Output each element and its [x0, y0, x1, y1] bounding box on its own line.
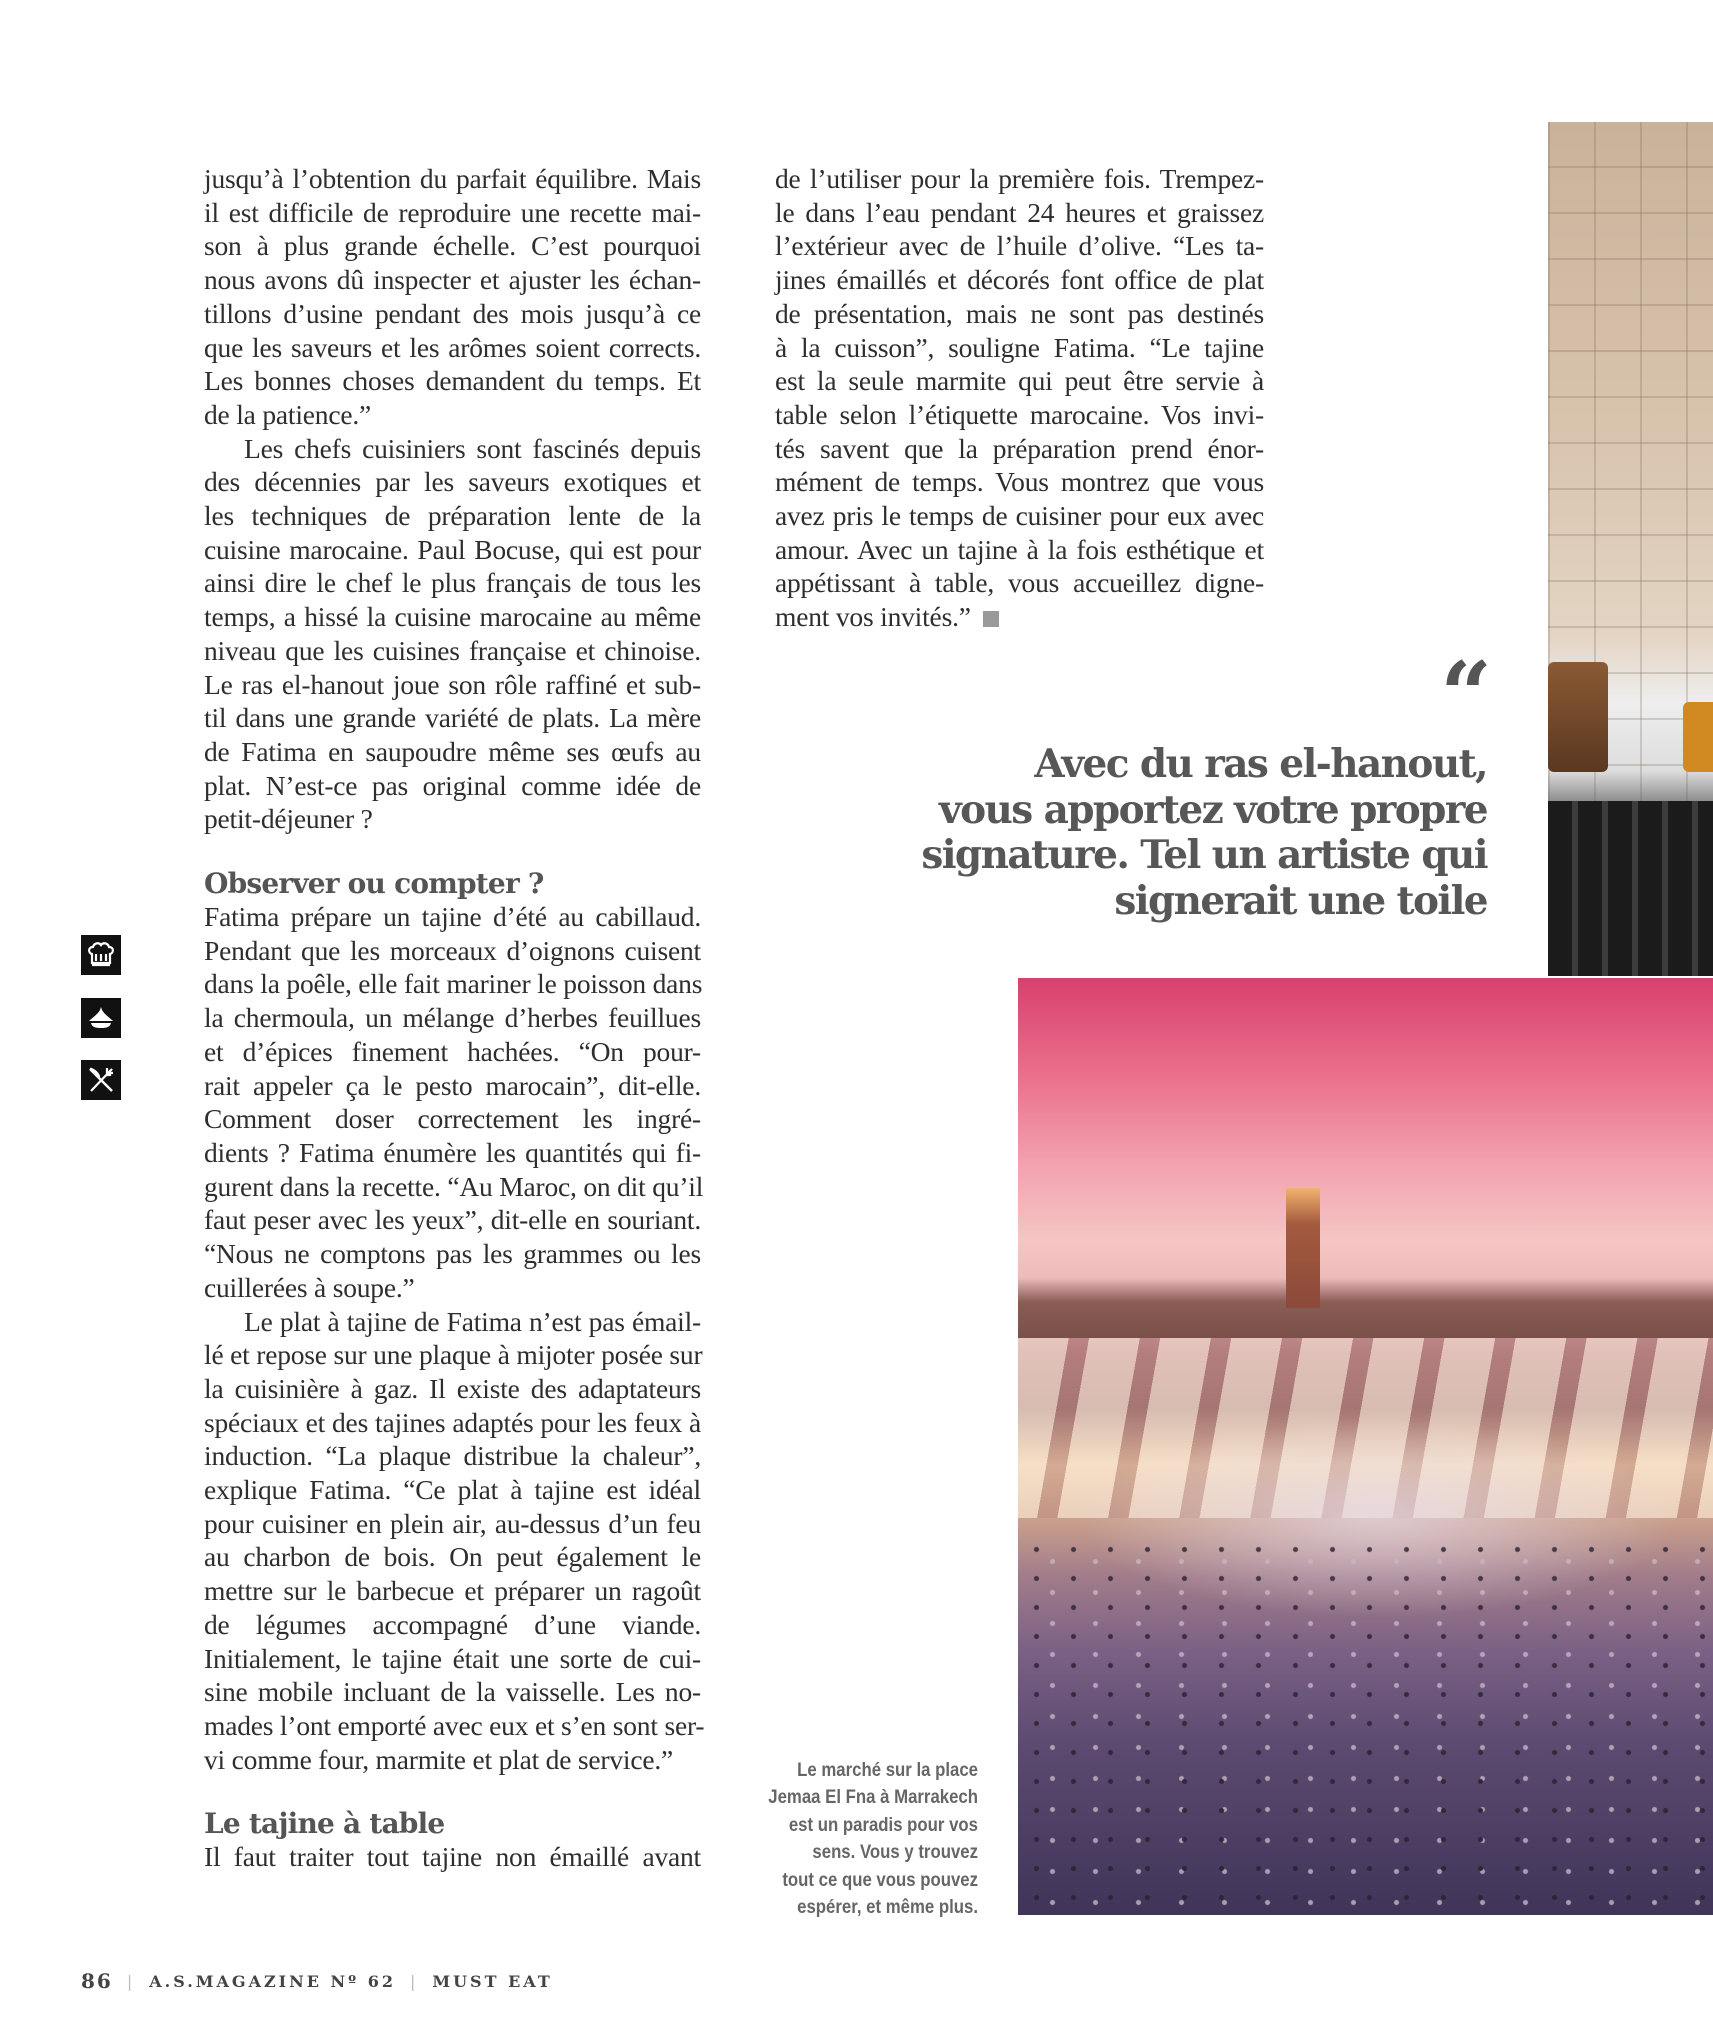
text-line: le dans l’eau pendant 24 heures et graissez [775, 196, 1264, 228]
divider: | [410, 1971, 419, 1991]
text-line: au charbon de bois. On peut également le [204, 1541, 701, 1573]
caption-line: espérer, et même plus. [797, 1896, 978, 1919]
article-column-right [775, 162, 1264, 634]
text-line: à la cuisson”, souligne Fatima. “Le tajine [775, 331, 1264, 363]
text-line: pour cuisiner en plein air, au-dessus d’un feu [204, 1507, 701, 1539]
text-line: la chermoula, un mélange d’herbes feuillues [204, 1002, 701, 1034]
text-line: Le plat à tajine de Fatima n’est pas émail- [244, 1305, 701, 1337]
section-name: MUST EAT [432, 1971, 553, 1991]
text-line: la cuisinière à gaz. Il existe des adaptateurs [204, 1372, 701, 1404]
text-line: et d’épices finement hachées. “On pour- [204, 1035, 701, 1067]
paragraph [775, 162, 1264, 634]
caption-line: Le marché sur la place [797, 1759, 978, 1781]
text-line: des décennies par les saveurs exotiques et [204, 466, 701, 498]
text-line: gurent dans la recette. “Au Maroc, on dit qu’il [204, 1170, 704, 1202]
text-line: vi comme four, marmite et plat de service.” [204, 1743, 674, 1775]
paragraph [204, 162, 701, 432]
spice-jar [1683, 702, 1713, 772]
article-column-left [204, 162, 705, 1874]
pull-quote-line: Avec du ras el-hanout, [1034, 741, 1487, 787]
text-line: “Nous ne comptons pas les grammes ou les [204, 1238, 701, 1270]
text-line: appétissant à table, vous accueillez digne- [775, 567, 1264, 599]
text-line: tés savent que la préparation prend énor- [775, 432, 1264, 464]
text-line: induction. “La plaque distribue la chaleur”, [204, 1440, 701, 1472]
text-line: dans la poêle, elle fait mariner le poisson dans [204, 968, 703, 1000]
text-line: table selon l’étiquette marocaine. Vos invi- [775, 398, 1264, 430]
text-line: Fatima prépare un tajine d’été au cabillaud. [204, 901, 701, 933]
paragraph [204, 432, 701, 836]
photo-caption [754, 1757, 978, 1921]
pull-quote-line: vous apportez votre propre [939, 786, 1487, 833]
text-line: Il faut traiter tout tajine non émaillé avant [204, 1841, 701, 1873]
text-line: de présentation, mais ne sont pas destinés [775, 297, 1264, 329]
text-line: son à plus grande échelle. C’est pourquoi [204, 230, 701, 262]
paragraph [204, 1305, 705, 1777]
page-number: 86 [81, 1969, 113, 1993]
text-line: ainsi dire le chef le plus français de tous les [204, 567, 701, 599]
text-line: Les chefs cuisiniers sont fascinés depuis [244, 432, 701, 464]
pull-quote [847, 742, 1487, 924]
text-line: de légumes accompagné d’une viande. [204, 1608, 701, 1640]
text-line: sine mobile incluant de la vaisselle. Les no- [204, 1676, 701, 1708]
text-line: de l’utiliser pour la première fois. Trempez- [775, 163, 1264, 194]
text-line: temps, a hissé la cuisine marocaine au même [204, 601, 701, 633]
utensil-pot [1548, 662, 1608, 772]
kitchen-photo [1548, 122, 1713, 976]
paragraph [204, 1840, 701, 1874]
text-line: est la seule marmite qui peut être servie à [775, 365, 1264, 397]
text-line: l’extérieur avec de l’huile d’olive. “Les ta- [775, 230, 1264, 262]
section-heading: Le tajine à table [204, 1807, 445, 1841]
text-line: nous avons dû inspecter et ajuster les échan- [204, 264, 701, 296]
text-line: petit-déjeuner ? [204, 803, 373, 835]
gas-stove [1548, 801, 1713, 976]
text-line: mades l’ont emporté avec eux et s’en sont ser- [204, 1709, 705, 1741]
text-line: jusqu’à l’obtention du parfait équilibre. Mais [204, 163, 701, 194]
section-heading: Observer ou compter ? [204, 867, 544, 901]
text-line: rait appeler ça le pesto marocain”, dit-elle. [204, 1069, 701, 1101]
text-line: Le ras el-hanout joue son rôle raffiné et sub- [204, 668, 701, 700]
end-of-article-icon [983, 611, 999, 627]
paragraph [204, 900, 704, 1304]
caption-line: est un paradis pour vos [788, 1813, 978, 1836]
marrakech-market-photo [1018, 978, 1713, 1915]
text-line: plat. N’est-ce pas original comme idée de [204, 769, 701, 801]
text-line: les techniques de préparation lente de la [204, 500, 701, 532]
quote-mark-icon: “ [1440, 642, 1492, 748]
tajine-icon [81, 998, 121, 1038]
chef-hat-icon [81, 935, 121, 975]
text-line: jines émaillés et décorés font office de plat [775, 264, 1264, 296]
caption-line: sens. Vous y trouvez [812, 1841, 978, 1864]
text-line: avez pris le temps de cuisiner pour eux avec [775, 500, 1264, 532]
text-line: explique Fatima. “Ce plat à tajine est idéal [204, 1474, 701, 1506]
crowd [1018, 1535, 1713, 1915]
magazine-title: A.S.MAGAZINE Nº 62 [149, 1971, 396, 1991]
text-line: spéciaux et des tajines adaptés pour les feux à [204, 1406, 701, 1438]
text-line: il est difficile de reproduire une recette mai- [204, 196, 701, 228]
text-line: cuillerées à soupe.” [204, 1271, 415, 1303]
text-line: amour. Avec un tajine à la fois esthétique et [775, 533, 1264, 565]
caption-line: Jemaa El Fna à Marrakech [768, 1786, 978, 1809]
text-line: Comment doser correctement les ingré- [204, 1103, 701, 1135]
minaret [1286, 1188, 1320, 1308]
caption-line: tout ce que vous pouvez [782, 1868, 978, 1891]
text-line: Pendant que les morceaux d’oignons cuisent [204, 934, 701, 966]
divider: | [126, 1971, 136, 1991]
text-line: til dans une grande variété de plats. La mère [204, 702, 701, 734]
text-line: de la patience.” [204, 398, 372, 430]
text-line: Les bonnes choses demandent du temps. Et [204, 365, 701, 397]
text-line: ment vos invités.” [775, 600, 1264, 634]
text-line: lé et repose sur une plaque à mijoter posée sur [204, 1339, 703, 1371]
page-footer [81, 1969, 553, 1993]
pull-quote-line: signature. Tel un artiste qui [921, 832, 1487, 878]
text-line: que les saveurs et les arômes soient corrects. [204, 331, 701, 363]
text-line: Initialement, le tajine était une sorte de cui- [204, 1642, 701, 1674]
text-line: niveau que les cuisines française et chinoise. [204, 634, 701, 666]
text-line: cuisine marocaine. Paul Bocuse, qui est pour [204, 533, 701, 565]
knife-fork-icon [81, 1060, 121, 1100]
pull-quote-line: signerait une toile [1114, 877, 1487, 924]
text-line: tillons d’usine pendant des mois jusqu’à ce [204, 297, 701, 329]
text-line: faut peser avec les yeux”, dit-elle en souriant. [204, 1204, 701, 1236]
text-line: mettre sur le barbecue et préparer un ragoût [204, 1575, 701, 1607]
text-line: de Fatima en saupoudre même ses œufs au [204, 735, 701, 767]
text-line: dients ? Fatima énumère les quantités qui fi- [204, 1136, 701, 1168]
text-line: mément de temps. Vous montrez que vous [775, 466, 1264, 498]
city-skyline [1018, 1278, 1713, 1338]
